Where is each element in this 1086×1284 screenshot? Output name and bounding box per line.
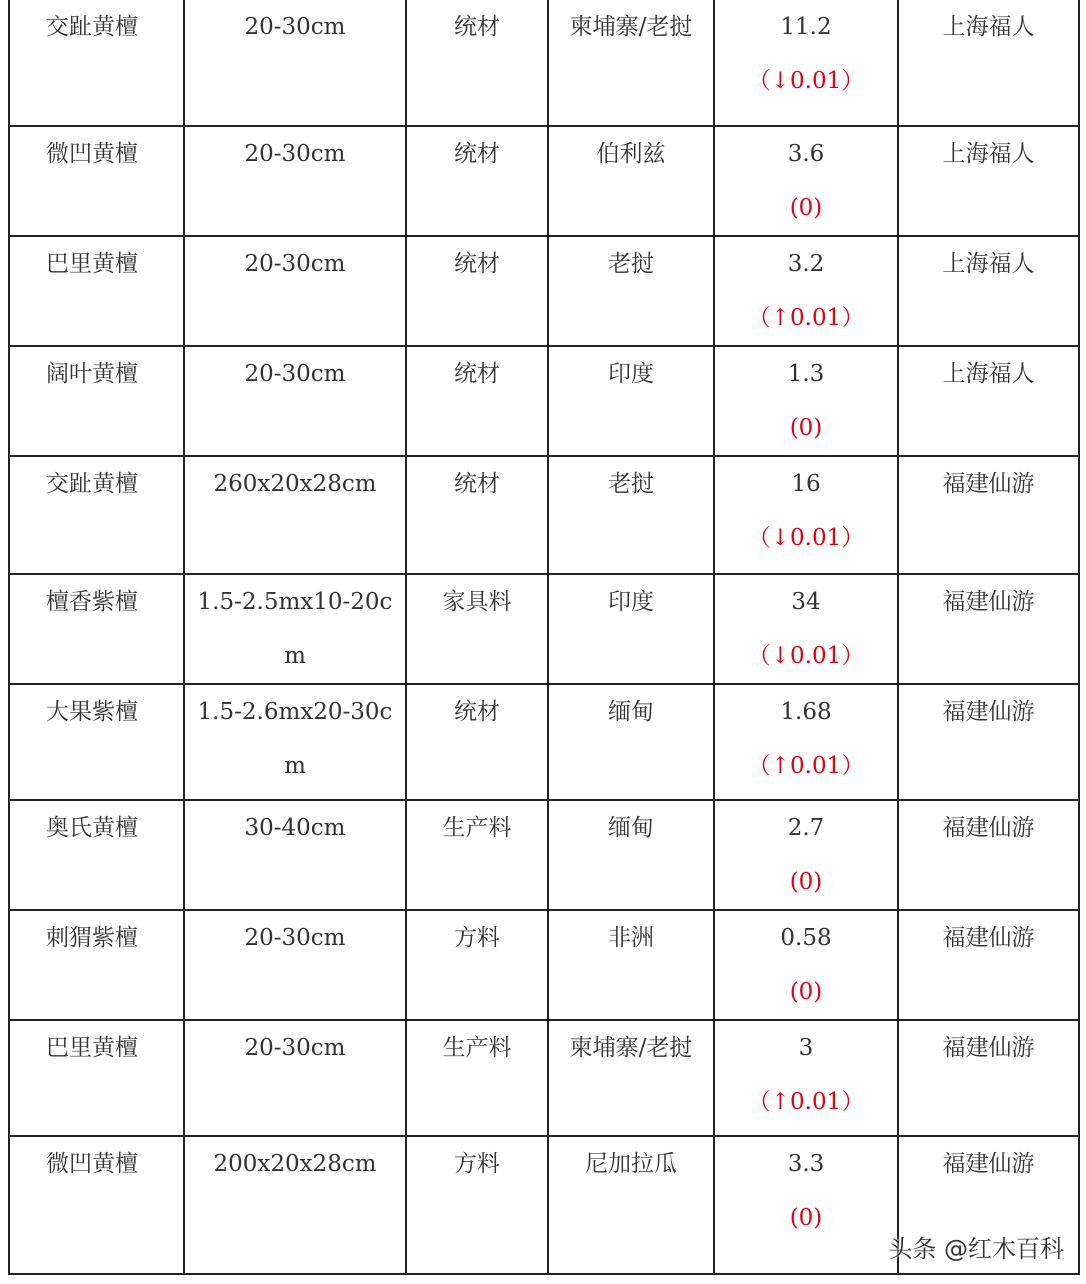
market-cell: 福建仙游 — [898, 684, 1079, 800]
wood-name-cell: 巴里黄檀 — [9, 236, 184, 346]
size-cell: 20-30cm — [184, 1020, 406, 1136]
price-value: 1.68 — [780, 699, 832, 725]
material-type-cell: 方料 — [406, 910, 548, 1020]
size-cell: 20-30cm — [184, 0, 406, 126]
table-row — [9, 236, 1079, 346]
wood-name-cell: 巴里黄檀 — [9, 1020, 184, 1136]
table-row — [9, 126, 1079, 236]
price-change: （↑0.01） — [747, 753, 865, 779]
market-cell: 上海福人 — [898, 346, 1079, 456]
size-cell: 1.5-2.5mx10-20cm — [184, 574, 406, 684]
table-row — [9, 456, 1079, 574]
price-cell — [714, 1020, 898, 1136]
material-type-cell: 统材 — [406, 456, 548, 574]
table-row — [9, 0, 1079, 126]
price-cell — [714, 236, 898, 346]
material-type-cell: 家具料 — [406, 574, 548, 684]
price-value: 11.2 — [780, 14, 832, 40]
origin-cell: 印度 — [548, 574, 714, 684]
wood-name-cell: 交趾黄檀 — [9, 456, 184, 574]
table-row — [9, 1020, 1079, 1136]
price-change: （↑0.01） — [747, 1089, 865, 1115]
origin-cell: 老挝 — [548, 456, 714, 574]
table-row — [9, 910, 1079, 1020]
origin-cell: 缅甸 — [548, 684, 714, 800]
price-value: 3.6 — [787, 141, 825, 167]
market-cell: 上海福人 — [898, 236, 1079, 346]
wood-name-cell: 阔叶黄檀 — [9, 346, 184, 456]
price-cell — [714, 800, 898, 910]
market-cell: 福建仙游 — [898, 910, 1079, 1020]
price-cell — [714, 126, 898, 236]
price-cell — [714, 574, 898, 684]
origin-cell: 非洲 — [548, 910, 714, 1020]
price-change: (0) — [789, 1205, 823, 1231]
price-cell — [714, 910, 898, 1020]
price-value: 1.3 — [787, 361, 825, 387]
size-cell: 200x20x28cm — [184, 1136, 406, 1274]
wood-name-cell: 刺猬紫檀 — [9, 910, 184, 1020]
price-value: 34 — [791, 589, 821, 615]
table-body — [9, 0, 1079, 1274]
price-change: （↓0.01） — [747, 643, 865, 669]
origin-cell: 柬埔寨/老挝 — [548, 1020, 714, 1136]
price-value: 0.58 — [780, 925, 832, 951]
market-cell: 上海福人 — [898, 0, 1079, 126]
price-cell — [714, 0, 898, 126]
price-change: (0) — [789, 195, 823, 221]
size-cell: 20-30cm — [184, 236, 406, 346]
price-change: (0) — [789, 869, 823, 895]
wood-name-cell: 微凹黄檀 — [9, 126, 184, 236]
size-cell: 1.5-2.6mx20-30cm — [184, 684, 406, 800]
price-change: （↓0.01） — [747, 525, 865, 551]
price-cell — [714, 456, 898, 574]
material-type-cell: 方料 — [406, 1136, 548, 1274]
wood-name-cell: 微凹黄檀 — [9, 1136, 184, 1274]
price-value: 3 — [798, 1035, 814, 1061]
origin-cell: 尼加拉瓜 — [548, 1136, 714, 1274]
market-cell: 福建仙游 — [898, 1020, 1079, 1136]
size-cell: 30-40cm — [184, 800, 406, 910]
table-row — [9, 346, 1079, 456]
material-type-cell: 统材 — [406, 346, 548, 456]
price-change: (0) — [789, 979, 823, 1005]
price-value: 16 — [791, 471, 821, 497]
origin-cell: 伯利兹 — [548, 126, 714, 236]
size-cell: 20-30cm — [184, 126, 406, 236]
price-cell — [714, 1136, 898, 1274]
market-cell: 福建仙游 — [898, 800, 1079, 910]
material-type-cell: 生产料 — [406, 800, 548, 910]
table-row — [9, 684, 1079, 800]
price-value: 3.2 — [787, 251, 825, 277]
price-value: 2.7 — [787, 815, 825, 841]
wood-name-cell: 檀香紫檀 — [9, 574, 184, 684]
price-table — [8, 0, 1080, 1275]
size-cell: 260x20x28cm — [184, 456, 406, 574]
material-type-cell: 统材 — [406, 236, 548, 346]
market-cell: 上海福人 — [898, 126, 1079, 236]
market-cell: 福建仙游 — [898, 574, 1079, 684]
origin-cell: 印度 — [548, 346, 714, 456]
price-change: （↓0.01） — [747, 68, 865, 94]
source-watermark: 头条 @红木百科 — [888, 1235, 1064, 1263]
table-row — [9, 800, 1079, 910]
price-change: (0) — [789, 415, 823, 441]
market-cell: 福建仙游 — [898, 1136, 1079, 1274]
price-cell — [714, 684, 898, 800]
price-value: 3.3 — [787, 1151, 825, 1177]
origin-cell: 老挝 — [548, 236, 714, 346]
wood-name-cell: 奥氏黄檀 — [9, 800, 184, 910]
material-type-cell: 生产料 — [406, 1020, 548, 1136]
wood-name-cell: 交趾黄檀 — [9, 0, 184, 126]
origin-cell: 柬埔寨/老挝 — [548, 0, 714, 126]
market-cell: 福建仙游 — [898, 456, 1079, 574]
wood-name-cell: 大果紫檀 — [9, 684, 184, 800]
price-change: （↑0.01） — [747, 305, 865, 331]
table-row — [9, 574, 1079, 684]
price-cell — [714, 346, 898, 456]
size-cell: 20-30cm — [184, 346, 406, 456]
material-type-cell: 统材 — [406, 0, 548, 126]
material-type-cell: 统材 — [406, 684, 548, 800]
size-cell: 20-30cm — [184, 910, 406, 1020]
origin-cell: 缅甸 — [548, 800, 714, 910]
material-type-cell: 统材 — [406, 126, 548, 236]
